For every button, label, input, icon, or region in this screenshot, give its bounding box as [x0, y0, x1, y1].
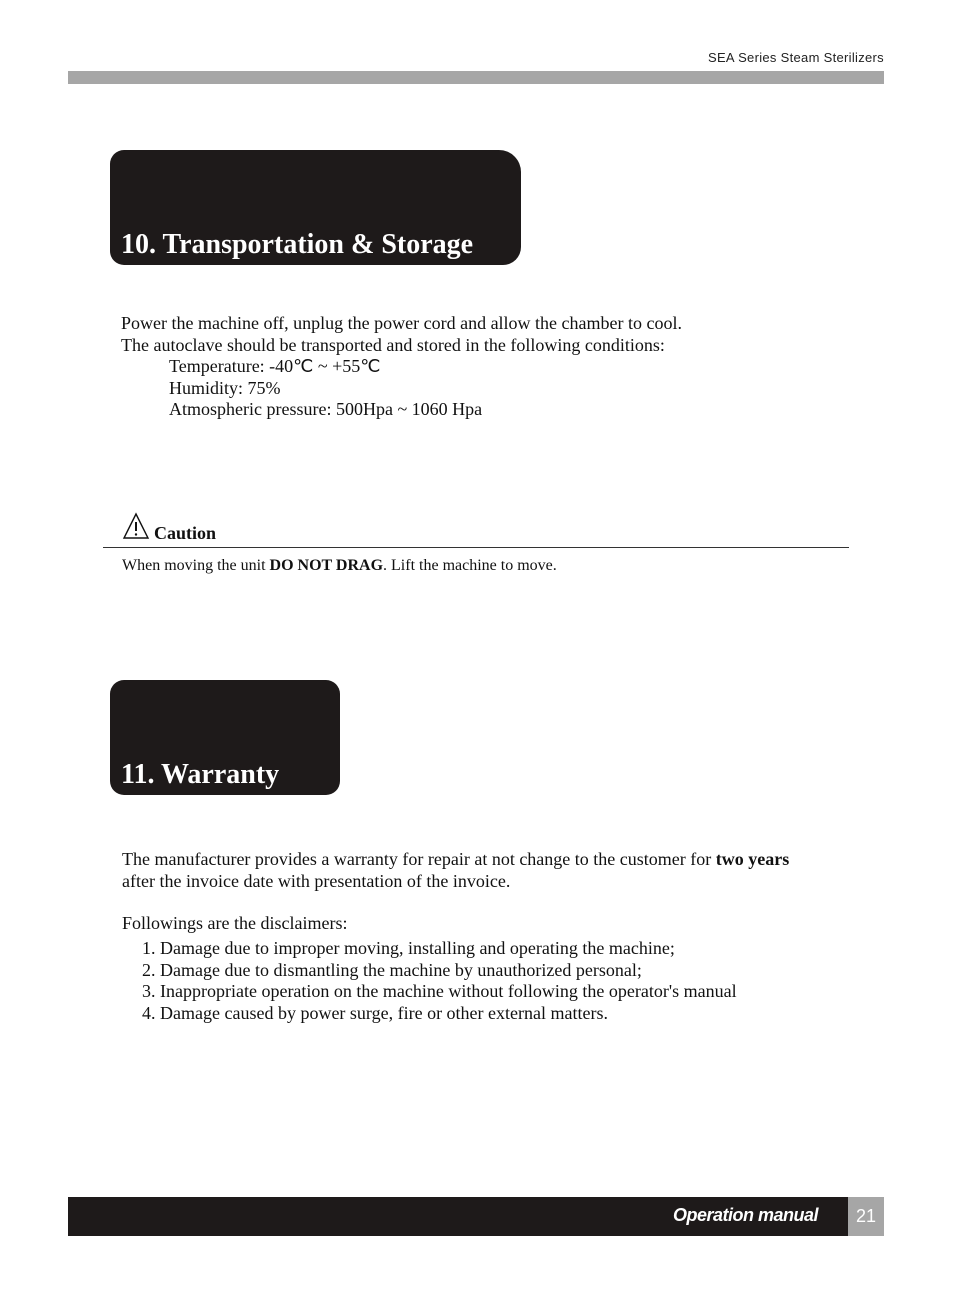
condition-humidity: Humidity: 75% [169, 377, 281, 398]
storage-line-1: Power the machine off, unplug the power cord and allow the chamber to cool. [121, 313, 682, 333]
disclaimer-item: 4. Damage caused by power surge, fire or other external matters. [142, 1002, 608, 1023]
warranty-period: two years [715, 849, 790, 869]
disclaimers-intro: Followings are the disclaimers: [122, 913, 348, 933]
warranty-line-2: after the invoice date with presentation of the invoice. [122, 870, 511, 891]
section-10-heading-box [110, 150, 521, 265]
section-11-heading-box [110, 680, 340, 795]
disclaimer-item: 2. Damage due to dismantling the machine by unauthorized personal; [142, 959, 642, 980]
warranty-line-1 [122, 849, 789, 871]
storage-line-2: The autoclave should be transported and stored in the following conditions: [121, 334, 665, 355]
footer-label: Operation manual [672, 1205, 818, 1225]
running-header: SEA Series Steam Sterilizers [707, 50, 884, 65]
caution-heading [122, 512, 217, 545]
header-rule [68, 71, 884, 84]
caution-label: Caution [154, 523, 217, 543]
condition-pressure: Atmospheric pressure: 500Hpa ~ 1060 Hpa [169, 399, 483, 419]
storage-instructions [121, 313, 682, 421]
caution-text-start: When moving the unit [122, 557, 270, 574]
warranty-paragraph [122, 849, 789, 892]
caution-divider [103, 547, 849, 548]
caution-text-emphasis: DO NOT DRAG [269, 557, 384, 574]
disclaimers-list [142, 938, 737, 1024]
caution-text [122, 557, 557, 575]
disclaimer-item: 1. Damage due to improper moving, installing and operating the machine; [142, 938, 675, 958]
warning-triangle-icon [122, 512, 150, 540]
footer-bar [68, 1197, 848, 1236]
caution-text-end: . Lift the machine to move. [383, 557, 557, 574]
section-10-title: 10. Transportation & Storage [121, 229, 474, 260]
warranty-line-1-text: The manufacturer provides a warranty for repair at not change to the customer for [122, 849, 716, 869]
storage-conditions-list [121, 356, 682, 421]
section-11-title: 11. Warranty [121, 759, 280, 790]
condition-temperature: Temperature: -40℃ ~ +55℃ [169, 356, 381, 376]
disclaimer-item: 3. Inappropriate operation on the machine without following the operator's manual [142, 981, 737, 1001]
page-number: 21 [848, 1197, 884, 1236]
